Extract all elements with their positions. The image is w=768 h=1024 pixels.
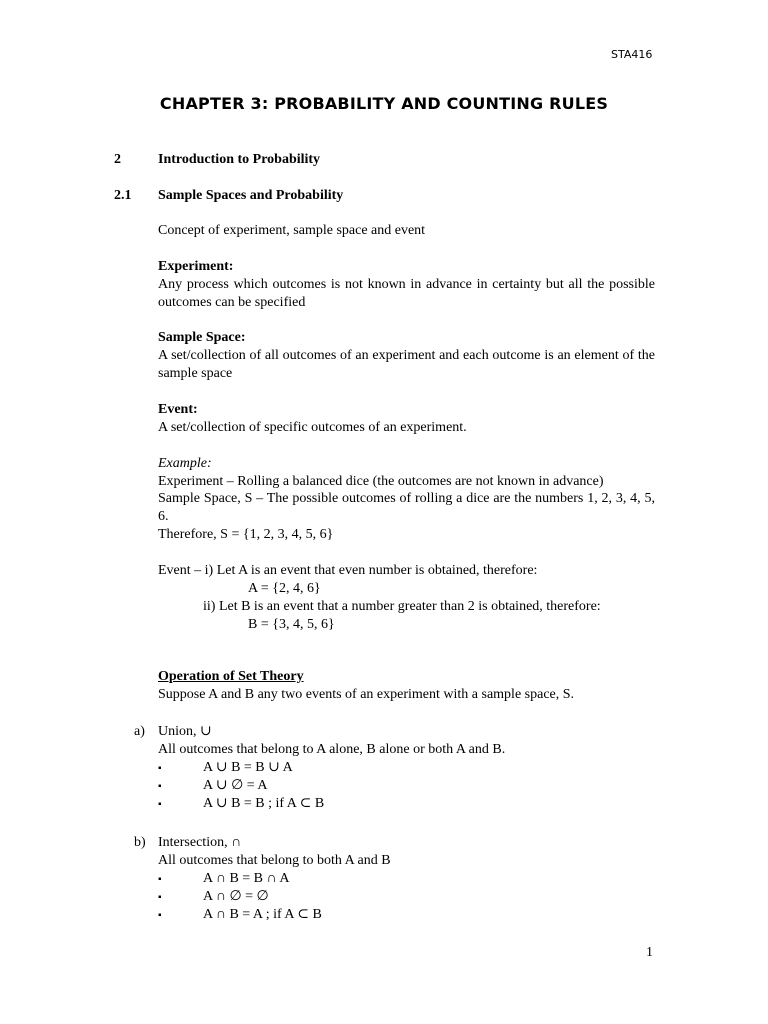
- section-2-number: 2: [114, 152, 121, 167]
- intro-line: Concept of experiment, sample space and event: [158, 223, 426, 238]
- intersection-rule-3: A ∩ B = A ; if A ⊂ B: [203, 907, 322, 922]
- example-sample-space: Sample Space, S – The possible outcomes of rolling a dice are the numbers 1, 2, 3, 4, 5, 6.: [158, 491, 655, 524]
- sample-space-heading: Sample Space:: [158, 330, 246, 345]
- bullet-icon: ▪: [158, 763, 162, 774]
- set-theory-intro: Suppose A and B any two events of an experiment with a sample space, S.: [158, 687, 575, 702]
- union-rule-3: A ∪ B = B ; if A ⊂ B: [203, 796, 325, 811]
- course-code: STA416: [611, 48, 653, 61]
- event-i: Event – i) Let A is an event that even number is obtained, therefore:: [158, 563, 538, 578]
- union-title: Union, ∪: [158, 724, 212, 739]
- union-marker: a): [134, 724, 145, 739]
- section-2-1-number: 2.1: [114, 188, 132, 203]
- bullet-icon: ▪: [158, 892, 162, 903]
- event-i-result: A = {2, 4, 6}: [248, 581, 321, 596]
- union-rule-2: A ∪ ∅ = A: [203, 778, 268, 793]
- chapter-title: CHAPTER 3: PROBABILITY AND COUNTING RULES: [159, 94, 609, 113]
- event-heading: Event:: [158, 402, 198, 417]
- intersection-description: All outcomes that belong to both A and B: [158, 853, 391, 868]
- section-2-1-title: Sample Spaces and Probability: [158, 188, 344, 203]
- example-sample-space-set: Therefore, S = {1, 2, 3, 4, 5, 6}: [158, 527, 334, 542]
- union-description: All outcomes that belong to A alone, B alone or both A and B.: [158, 742, 506, 757]
- example-label: Example:: [158, 456, 212, 471]
- event-ii-result: B = {3, 4, 5, 6}: [248, 617, 335, 632]
- experiment-heading: Experiment:: [158, 259, 234, 274]
- union-rule-1: A ∪ B = B ∪ A: [203, 760, 293, 775]
- experiment-definition: Any process which outcomes is not known in advance in certainty but all the possible outcomes can be specified: [158, 277, 655, 310]
- bullet-icon: ▪: [158, 781, 162, 792]
- bullet-icon: ▪: [158, 799, 162, 810]
- event-ii: ii) Let B is an event that a number greater than 2 is obtained, therefore:: [203, 599, 601, 614]
- sample-space-definition: A set/collection of all outcomes of an experiment and each outcome is an element of the sample space: [158, 348, 655, 381]
- page-number: 1: [646, 945, 653, 960]
- example-experiment: Experiment – Rolling a balanced dice (the outcomes are not known in advance): [158, 474, 604, 489]
- intersection-rule-2: A ∩ ∅ = ∅: [203, 889, 269, 904]
- bullet-icon: ▪: [158, 874, 162, 885]
- bullet-icon: ▪: [158, 910, 162, 921]
- intersection-rule-1: A ∩ B = B ∩ A: [203, 871, 290, 886]
- event-definition: A set/collection of specific outcomes of an experiment.: [158, 420, 467, 435]
- intersection-marker: b): [134, 835, 146, 850]
- intersection-title: Intersection, ∩: [158, 835, 242, 850]
- set-theory-heading: Operation of Set Theory: [158, 669, 304, 684]
- section-2-title: Introduction to Probability: [158, 152, 321, 167]
